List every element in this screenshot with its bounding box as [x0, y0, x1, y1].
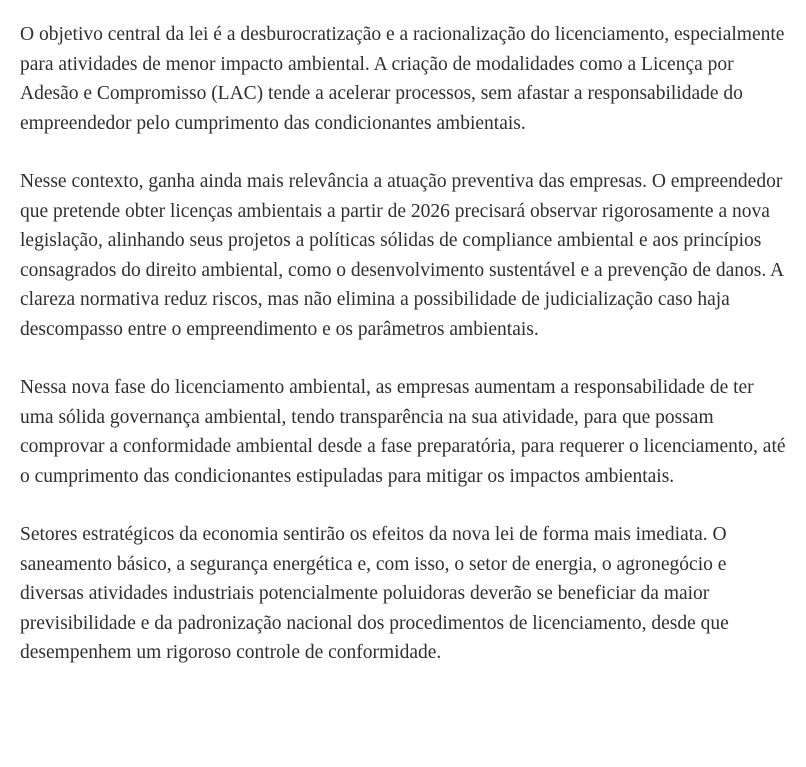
paragraph-preventive-action: Nesse contexto, ganha ainda mais relevância a atuação preventiva das empresas. O empreendedor que pretende obter licenças ambientais a partir de 2026 precisará observar rigorosamente a nova legislação, alinhando seus projetos a políticas sólidas de compliance ambiental e aos princípios consagrados do direito ambiental, como o desenvolvimento sustentável e a prevenção de danos. A clareza normativa reduz riscos, mas não elimina a possibilidade de judicialização caso haja descompasso entre o empreendimento e os parâmetros ambientais.	[20, 171, 783, 340]
paragraph-governance: Nessa nova fase do licenciamento ambiental, as empresas aumentam a responsabilidade de ter uma sólida governança ambiental, tendo transparência na sua atividade, para que possam comprovar a conformidade ambiental desde a fase preparatória, para requerer o licenciamento, até o cumprimento das condicionantes estipuladas para mitigar os impactos ambientais.	[20, 377, 786, 487]
paragraph-strategic-sectors: Setores estratégicos da economia sentirão os efeitos da nova lei de forma mais imediata. O saneamento básico, a segurança energética e, com isso, o setor de energia, o agronegócio e diversas atividades industriais potencialmente poluidoras deverão se beneficiar da maior previsibilidade e da padronização nacional dos procedimentos de licenciamento, desde que desempenhem um rigoroso controle de conformidade.	[20, 524, 729, 663]
paragraph-objective: O objetivo central da lei é a desburocratização e a racionalização do licenciamento, especialmente para atividades de menor impacto ambiental. A criação de modalidades como a Licença por Adesão e Compromisso (LAC) tende a acelerar processos, sem afastar a responsabilidade do empreendedor pelo cumprimento das condicionantes ambientais.	[20, 24, 785, 134]
